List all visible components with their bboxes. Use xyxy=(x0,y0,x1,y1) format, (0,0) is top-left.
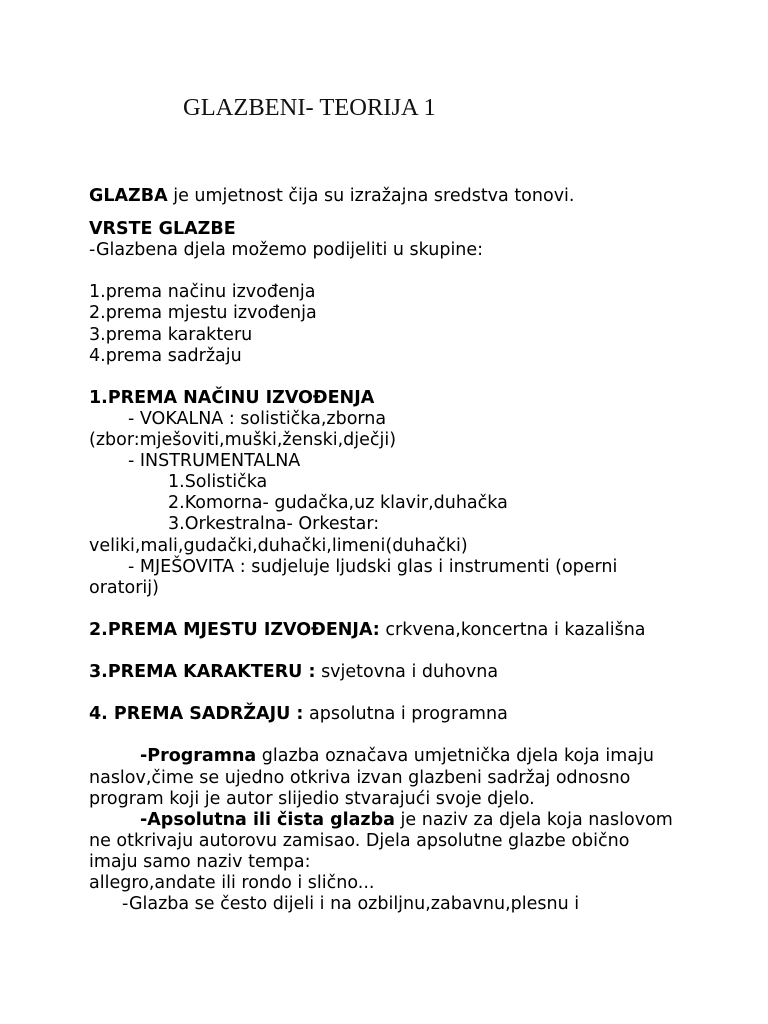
text-line-instrumental: - INSTRUMENTALNA xyxy=(128,451,301,472)
text-line: allegro,andate ili rondo i slično... xyxy=(89,873,375,893)
list-item: 1.prema načinu izvođenja xyxy=(89,282,316,303)
section-content xyxy=(89,704,673,725)
intro-definition xyxy=(89,186,673,207)
absolute-definition xyxy=(89,810,673,831)
text-line: ne otkrivaju autorovu zamisao. Djela apsolutne glazbe obično xyxy=(89,830,630,851)
blank-line xyxy=(89,599,673,620)
types-lead: -Glazbena djela možemo podijeliti u skupine: xyxy=(89,240,484,261)
section-heading-content: 4. PREMA SADRŽAJU : xyxy=(89,704,304,725)
document-body xyxy=(89,186,673,915)
section-heading-performance: 1.PREMA NAČINU IZVOĐENJA xyxy=(89,387,375,408)
term-glazba: GLAZBA xyxy=(89,186,168,206)
blank-line xyxy=(89,641,673,662)
blank-line xyxy=(89,683,673,704)
section-place xyxy=(89,620,673,641)
list-item: 2.prema mjestu izvođenja xyxy=(89,303,317,324)
text-line-mixed-cont: oratorij) xyxy=(89,577,159,598)
text-line: imaju samo naziv tempa: xyxy=(89,851,311,872)
document-title: GLAZBENI- TEORIJA 1 xyxy=(183,94,436,121)
section-character-text: svjetovna i duhovna xyxy=(321,662,499,683)
text-line-vocal: - VOKALNA : solistička,zborna xyxy=(128,408,387,429)
programme-definition xyxy=(89,746,673,767)
section-heading-place: 2.PREMA MJESTU IZVOĐENJA: xyxy=(89,619,380,640)
section-heading-types: VRSTE GLAZBE xyxy=(89,219,236,240)
section-heading-character: 3.PREMA KARAKTERU : xyxy=(89,662,316,683)
closing-line: -Glazba se često dijeli i na ozbiljnu,zabavnu,plesnu i xyxy=(122,894,580,915)
section-character xyxy=(89,662,673,683)
term-programme: -Programna xyxy=(140,746,257,767)
blank-line xyxy=(89,367,673,388)
text-line: naslov,čime se ujedno otkriva izvan glazbeni sadržaj odnosno xyxy=(89,767,631,788)
text-line-chamber: 2.Komorna- gudačka,uz klavir,duhačka xyxy=(168,493,508,514)
blank-line xyxy=(89,725,673,746)
text-line: glazba označava umjetnička djela koja imaju xyxy=(261,746,654,767)
text-line: program koji je autor slijedio stvarajući svoje djelo. xyxy=(89,788,535,809)
text-line-orchestra-types: veliki,mali,gudački,duhački,limeni(duhački) xyxy=(89,535,468,556)
section-place-text: crkvena,koncertna i kazališna xyxy=(385,619,646,640)
text-line: je naziv za djela koja naslovom xyxy=(400,809,673,830)
list-item: 4.prema sadržaju xyxy=(89,345,242,366)
list-item: 3.prema karakteru xyxy=(89,324,253,345)
text-line-orchestral: 3.Orkestralna- Orkestar: xyxy=(168,514,380,535)
term-absolute: -Apsolutna ili čista glazba xyxy=(140,809,395,830)
text-line-vocal-detail: (zbor:mješoviti,muški,ženski,dječji) xyxy=(89,430,397,451)
blank-line xyxy=(89,261,673,282)
section-content-text: apsolutna i programna xyxy=(309,704,508,725)
text-line-solo: 1.Solistička xyxy=(168,472,268,493)
text-line-mixed: - MJEŠOVITA : sudjeluje ljudski glas i instrumenti (operni xyxy=(128,556,618,577)
definition-text: je umjetnost čija su izražajna sredstva tonovi. xyxy=(173,186,575,206)
